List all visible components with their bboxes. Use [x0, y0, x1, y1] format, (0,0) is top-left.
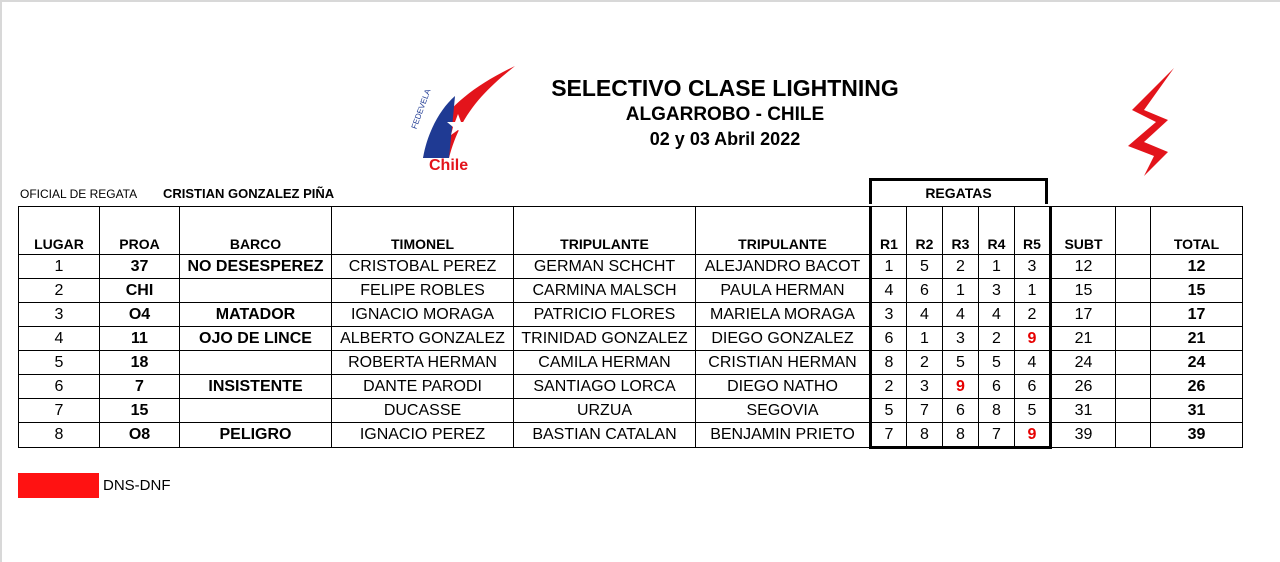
cell-tripulante-2: CRISTIAN HERMAN: [696, 351, 871, 375]
cell-lugar: 1: [19, 255, 100, 279]
cell-total: 24: [1151, 351, 1243, 375]
cell-r2: 8: [907, 423, 943, 448]
col-r5: R5: [1015, 207, 1051, 255]
cell-r5: 5: [1015, 399, 1051, 423]
cell-r1: 3: [871, 303, 907, 327]
cell-timonel: IGNACIO PEREZ: [332, 423, 514, 448]
dns-dnf-swatch: [18, 473, 99, 498]
table-row: [19, 423, 1243, 448]
cell-proa: 18: [100, 351, 180, 375]
table-row: [19, 327, 1243, 351]
cell-r5: 4: [1015, 351, 1051, 375]
cell-r3: 3: [943, 327, 979, 351]
cell-r5: 3: [1015, 255, 1051, 279]
cell-timonel: FELIPE ROBLES: [332, 279, 514, 303]
cell-tripulante-2: ALEJANDRO BACOT: [696, 255, 871, 279]
regatas-header: REGATAS: [869, 178, 1048, 204]
event-dates: 02 y 03 Abril 2022: [649, 129, 801, 149]
col-lugar: LUGAR: [19, 207, 100, 255]
cell-r3: 2: [943, 255, 979, 279]
header: [525, 74, 925, 152]
cell-blank: [1116, 327, 1151, 351]
cell-tripulante-1: PATRICIO FLORES: [514, 303, 696, 327]
cell-r4: 8: [979, 399, 1015, 423]
table-row: [19, 279, 1243, 303]
cell-lugar: 2: [19, 279, 100, 303]
cell-r4: 3: [979, 279, 1015, 303]
cell-subt: 31: [1051, 399, 1116, 423]
cell-tripulante-2: DIEGO NATHO: [696, 375, 871, 399]
cell-proa: O4: [100, 303, 180, 327]
cell-barco: INSISTENTE: [180, 375, 332, 399]
cell-r1: 4: [871, 279, 907, 303]
cell-tripulante-1: CARMINA MALSCH: [514, 279, 696, 303]
cell-lugar: 7: [19, 399, 100, 423]
cell-total: 39: [1151, 423, 1243, 448]
cell-r1: 1: [871, 255, 907, 279]
cell-tripulante-2: PAULA HERMAN: [696, 279, 871, 303]
header-row: [19, 207, 1243, 255]
cell-subt: 15: [1051, 279, 1116, 303]
cell-subt: 17: [1051, 303, 1116, 327]
table-row: [19, 255, 1243, 279]
event-location: ALGARROBO - CHILE: [625, 104, 825, 125]
cell-tripulante-1: GERMAN SCHCHT: [514, 255, 696, 279]
col-subt: SUBT: [1051, 207, 1116, 255]
dns-dnf-label: DNS-DNF: [103, 477, 171, 494]
cell-proa: 7: [100, 375, 180, 399]
cell-tripulante-2: SEGOVIA: [696, 399, 871, 423]
cell-total: 21: [1151, 327, 1243, 351]
cell-subt: 24: [1051, 351, 1116, 375]
cell-total: 17: [1151, 303, 1243, 327]
col-r3: R3: [943, 207, 979, 255]
fedevela-logo-icon: [405, 62, 520, 174]
cell-tripulante-1: URZUA: [514, 399, 696, 423]
cell-r3: 9: [943, 375, 979, 399]
cell-r5: 2: [1015, 303, 1051, 327]
results-table: [18, 206, 1243, 449]
cell-r3: 6: [943, 399, 979, 423]
cell-r2: 6: [907, 279, 943, 303]
cell-blank: [1116, 399, 1151, 423]
cell-tripulante-2: MARIELA MORAGA: [696, 303, 871, 327]
table-row: [19, 303, 1243, 327]
page-edge-left: [0, 0, 2, 562]
cell-proa: O8: [100, 423, 180, 448]
cell-tripulante-1: BASTIAN CATALAN: [514, 423, 696, 448]
cell-lugar: 6: [19, 375, 100, 399]
cell-total: 26: [1151, 375, 1243, 399]
cell-lugar: 5: [19, 351, 100, 375]
cell-r3: 4: [943, 303, 979, 327]
cell-lugar: 3: [19, 303, 100, 327]
cell-barco: MATADOR: [180, 303, 332, 327]
cell-total: 12: [1151, 255, 1243, 279]
cell-proa: CHI: [100, 279, 180, 303]
cell-tripulante-1: SANTIAGO LORCA: [514, 375, 696, 399]
cell-barco: [180, 399, 332, 423]
col-tripulante-2: TRIPULANTE: [696, 207, 871, 255]
cell-r2: 4: [907, 303, 943, 327]
cell-r4: 5: [979, 351, 1015, 375]
cell-r2: 1: [907, 327, 943, 351]
cell-r2: 3: [907, 375, 943, 399]
col-barco: BARCO: [180, 207, 332, 255]
cell-r1: 5: [871, 399, 907, 423]
cell-r1: 6: [871, 327, 907, 351]
cell-r3: 5: [943, 351, 979, 375]
col-tripulante-1: TRIPULANTE: [514, 207, 696, 255]
cell-proa: 37: [100, 255, 180, 279]
cell-barco: [180, 279, 332, 303]
cell-r4: 1: [979, 255, 1015, 279]
col-r2: R2: [907, 207, 943, 255]
cell-r5: 6: [1015, 375, 1051, 399]
cell-tripulante-1: TRINIDAD GONZALEZ: [514, 327, 696, 351]
cell-timonel: DUCASSE: [332, 399, 514, 423]
cell-blank: [1116, 375, 1151, 399]
cell-r3: 1: [943, 279, 979, 303]
cell-blank: [1116, 255, 1151, 279]
cell-blank: [1116, 423, 1151, 448]
cell-timonel: CRISTOBAL PEREZ: [332, 255, 514, 279]
cell-lugar: 8: [19, 423, 100, 448]
table-row: [19, 399, 1243, 423]
cell-r5: 1: [1015, 279, 1051, 303]
race-officer-name: CRISTIAN GONZALEZ PIÑA: [163, 186, 335, 201]
col-blank: [1116, 207, 1151, 255]
col-proa: PROA: [100, 207, 180, 255]
cell-lugar: 4: [19, 327, 100, 351]
col-r4: R4: [979, 207, 1015, 255]
cell-r2: 2: [907, 351, 943, 375]
col-timonel: TIMONEL: [332, 207, 514, 255]
cell-r1: 8: [871, 351, 907, 375]
lightning-bolt-icon: [1122, 66, 1178, 178]
cell-r5: 9: [1015, 327, 1051, 351]
cell-total: 31: [1151, 399, 1243, 423]
col-total: TOTAL: [1151, 207, 1243, 255]
cell-r4: 4: [979, 303, 1015, 327]
cell-r5: 9: [1015, 423, 1051, 448]
cell-r4: 6: [979, 375, 1015, 399]
cell-barco: PELIGRO: [180, 423, 332, 448]
cell-total: 15: [1151, 279, 1243, 303]
logo-brand-text: Chile: [429, 157, 469, 174]
cell-r4: 7: [979, 423, 1015, 448]
cell-tripulante-2: DIEGO GONZALEZ: [696, 327, 871, 351]
cell-blank: [1116, 303, 1151, 327]
cell-r2: 5: [907, 255, 943, 279]
table-row: [19, 351, 1243, 375]
page-edge-top: [0, 0, 1280, 2]
cell-subt: 39: [1051, 423, 1116, 448]
cell-r4: 2: [979, 327, 1015, 351]
cell-subt: 21: [1051, 327, 1116, 351]
logo-arc-text: FEDEVELA: [409, 87, 433, 131]
cell-tripulante-1: CAMILA HERMAN: [514, 351, 696, 375]
cell-barco: OJO DE LINCE: [180, 327, 332, 351]
cell-timonel: ALBERTO GONZALEZ: [332, 327, 514, 351]
cell-barco: [180, 351, 332, 375]
cell-r1: 7: [871, 423, 907, 448]
cell-r3: 8: [943, 423, 979, 448]
table-row: [19, 375, 1243, 399]
cell-proa: 11: [100, 327, 180, 351]
cell-barco: NO DESESPEREZ: [180, 255, 332, 279]
cell-tripulante-2: BENJAMIN PRIETO: [696, 423, 871, 448]
cell-blank: [1116, 279, 1151, 303]
col-r1: R1: [871, 207, 907, 255]
cell-r1: 2: [871, 375, 907, 399]
cell-subt: 12: [1051, 255, 1116, 279]
cell-blank: [1116, 351, 1151, 375]
cell-timonel: ROBERTA HERMAN: [332, 351, 514, 375]
event-title: SELECTIVO CLASE LIGHTNING: [551, 75, 899, 101]
race-officer-label: OFICIAL DE REGATA: [20, 187, 138, 201]
cell-timonel: IGNACIO MORAGA: [332, 303, 514, 327]
cell-proa: 15: [100, 399, 180, 423]
cell-subt: 26: [1051, 375, 1116, 399]
cell-timonel: DANTE PARODI: [332, 375, 514, 399]
cell-r2: 7: [907, 399, 943, 423]
